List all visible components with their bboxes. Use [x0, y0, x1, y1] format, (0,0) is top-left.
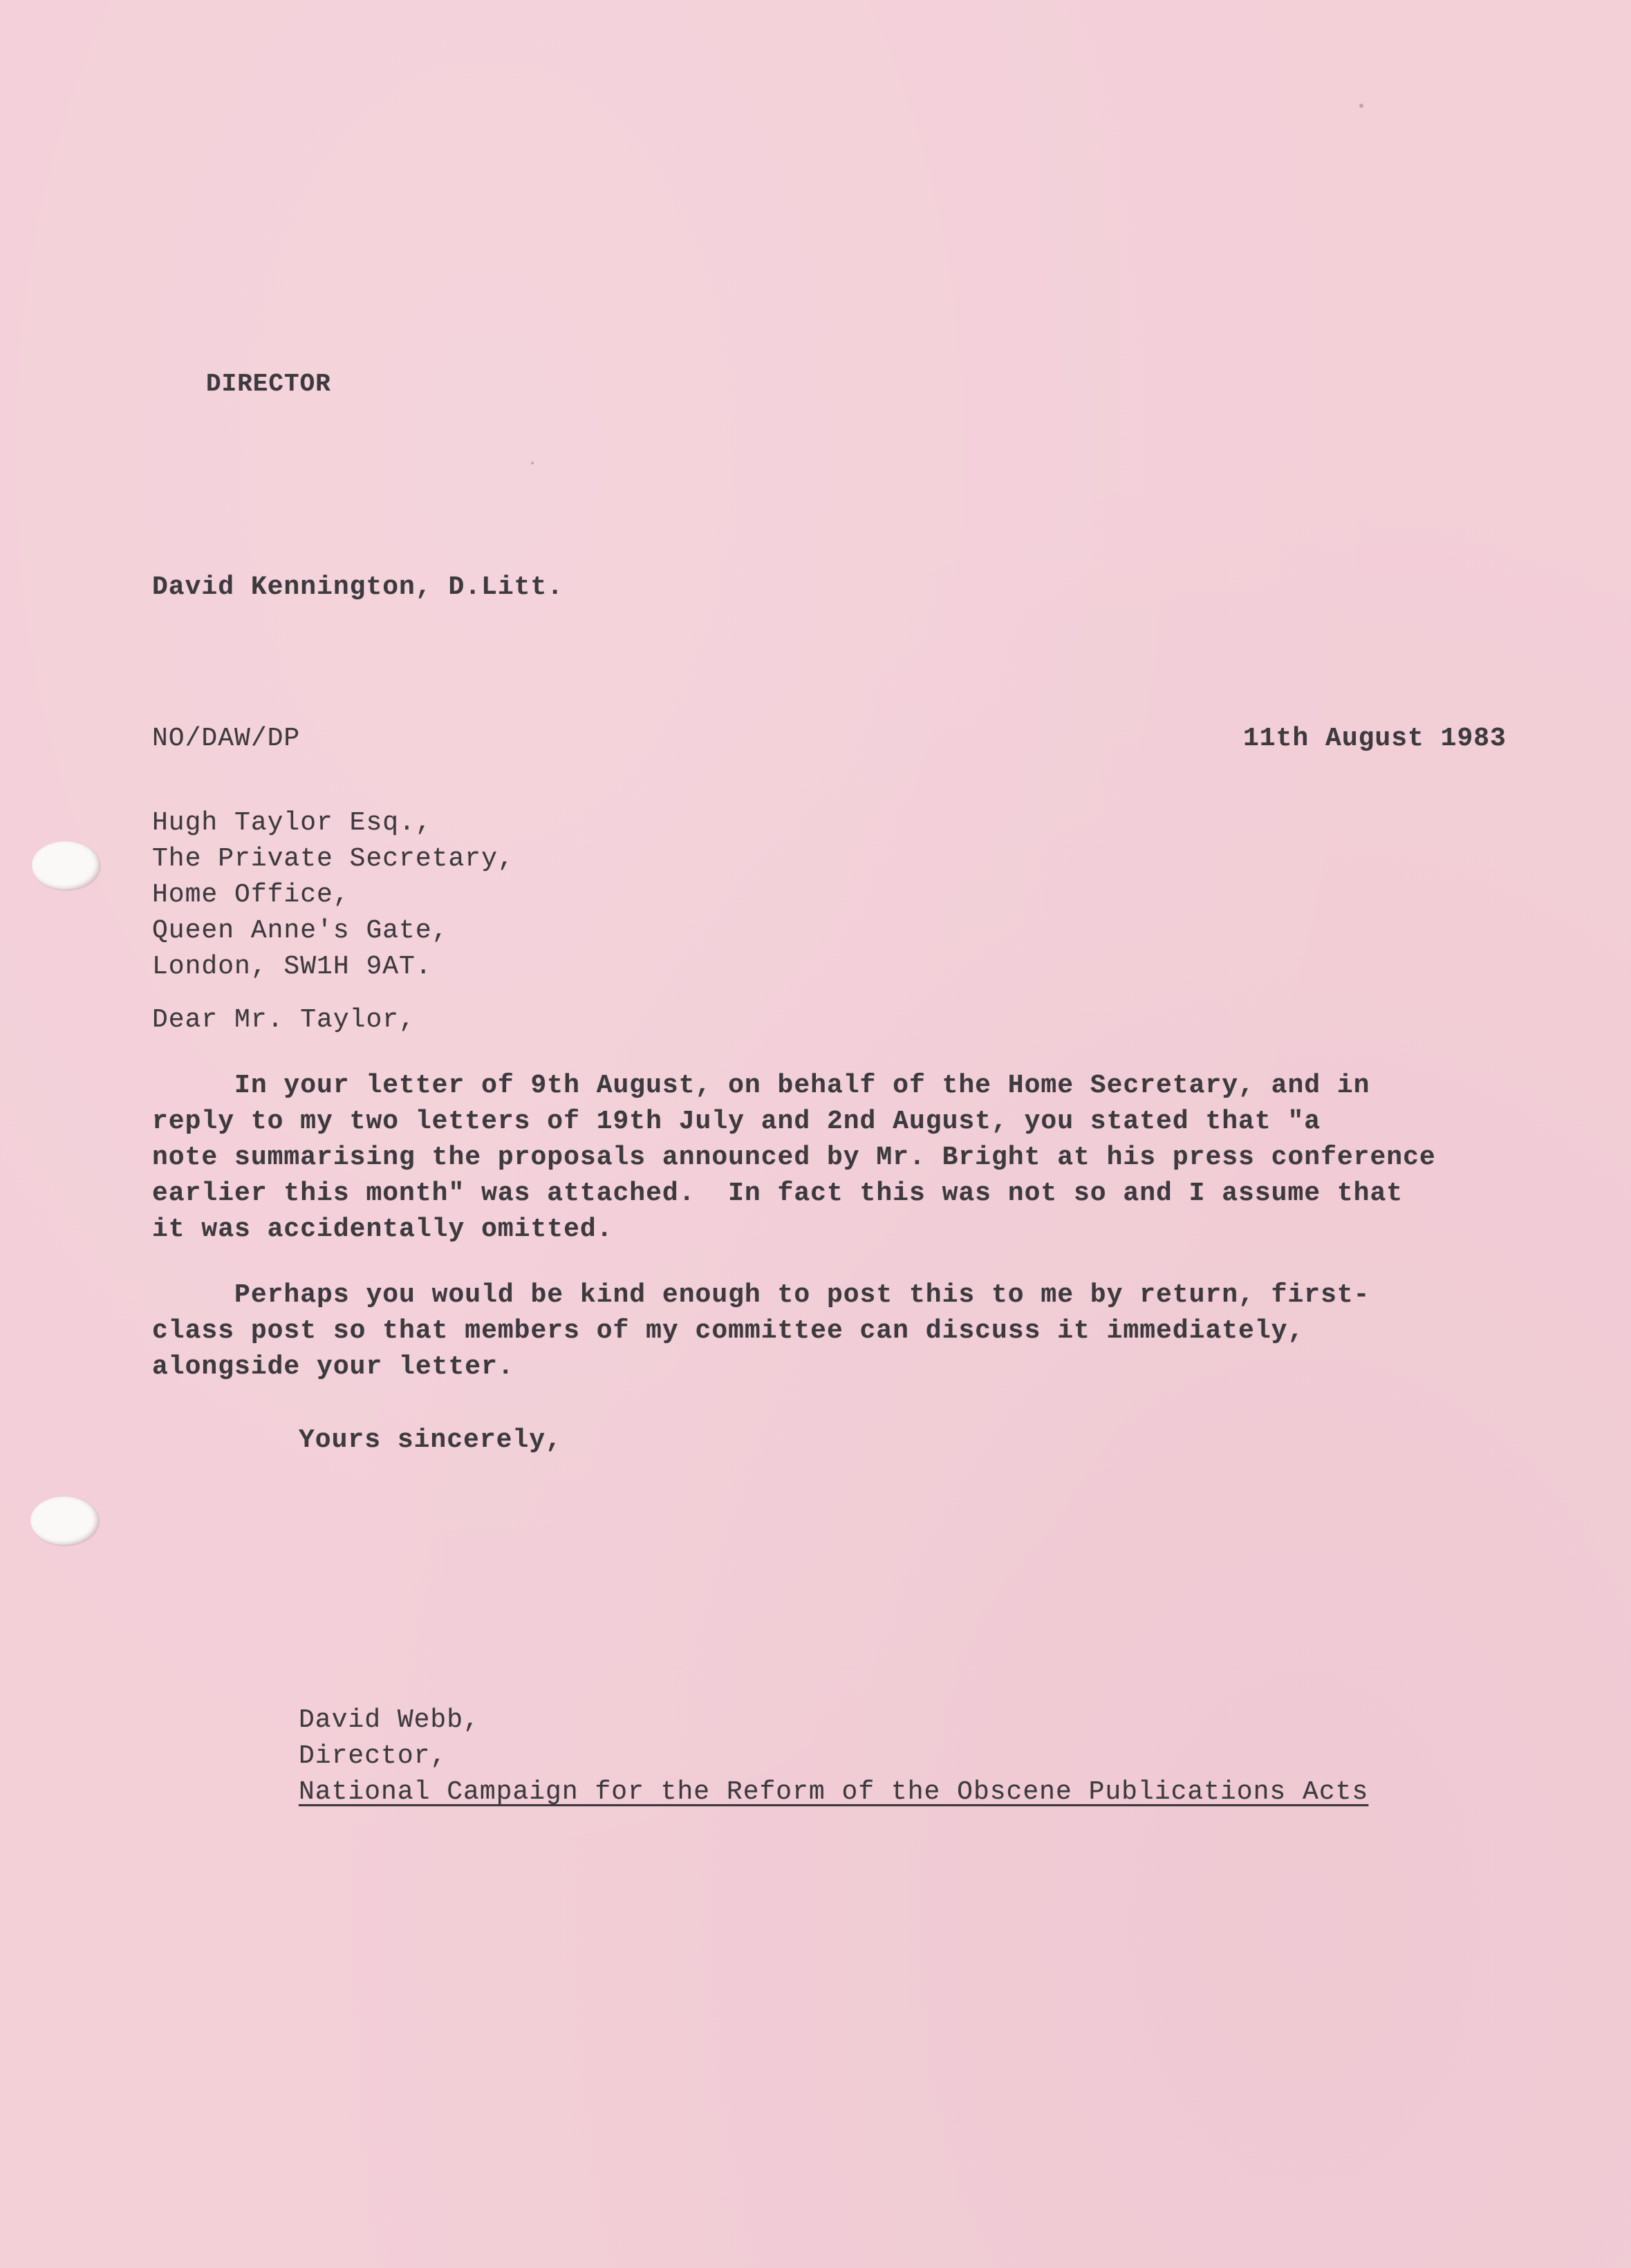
recipient-line: Hugh Taylor Esq., [152, 808, 432, 838]
body-paragraph-2-line: class post so that members of my committee can discuss it immediately, [152, 1316, 1305, 1346]
letter-heading: DIRECTOR [206, 370, 331, 398]
letter-date: 11th August 1983 [1243, 724, 1507, 753]
signatory-title: Director, [299, 1741, 447, 1771]
body-paragraph-1-line: In your letter of 9th August, on behalf of the Home Secretary, and in [152, 1071, 1370, 1100]
body-paragraph-1-line: it was accidentally omitted. [152, 1215, 613, 1244]
body-paragraph-1-line: reply to my two letters of 19th July and 2nd August, you stated that "a [152, 1107, 1321, 1136]
signatory-organisation: National Campaign for the Reform of the Obscene Publications Acts [299, 1777, 1369, 1807]
body-paragraph-1-line: earlier this month" was attached. In fact this was not so and I assume that [152, 1179, 1404, 1208]
recipient-line: The Private Secretary, [152, 844, 514, 874]
body-paragraph-1-line: note summarising the proposals announced by Mr. Bright at his press conference [152, 1143, 1436, 1172]
reference-code: NO/DAW/DP [152, 724, 301, 753]
recipient-line: Queen Anne's Gate, [152, 916, 449, 946]
sender-name: David Kennington, D.Litt. [152, 572, 564, 602]
paper-mark [1359, 104, 1363, 108]
recipient-line: London, SW1H 9AT. [152, 952, 432, 982]
punch-hole-top [32, 841, 100, 890]
punch-hole-bottom [30, 1497, 98, 1545]
recipient-line: Home Office, [152, 880, 350, 910]
closing: Yours sincerely, [299, 1425, 562, 1455]
paper-mark [531, 462, 534, 465]
salutation: Dear Mr. Taylor, [152, 1005, 416, 1035]
body-paragraph-2-line: Perhaps you would be kind enough to post this to me by return, first- [152, 1280, 1370, 1310]
body-paragraph-2-line: alongside your letter. [152, 1352, 514, 1382]
signatory-name: David Webb, [299, 1705, 480, 1735]
